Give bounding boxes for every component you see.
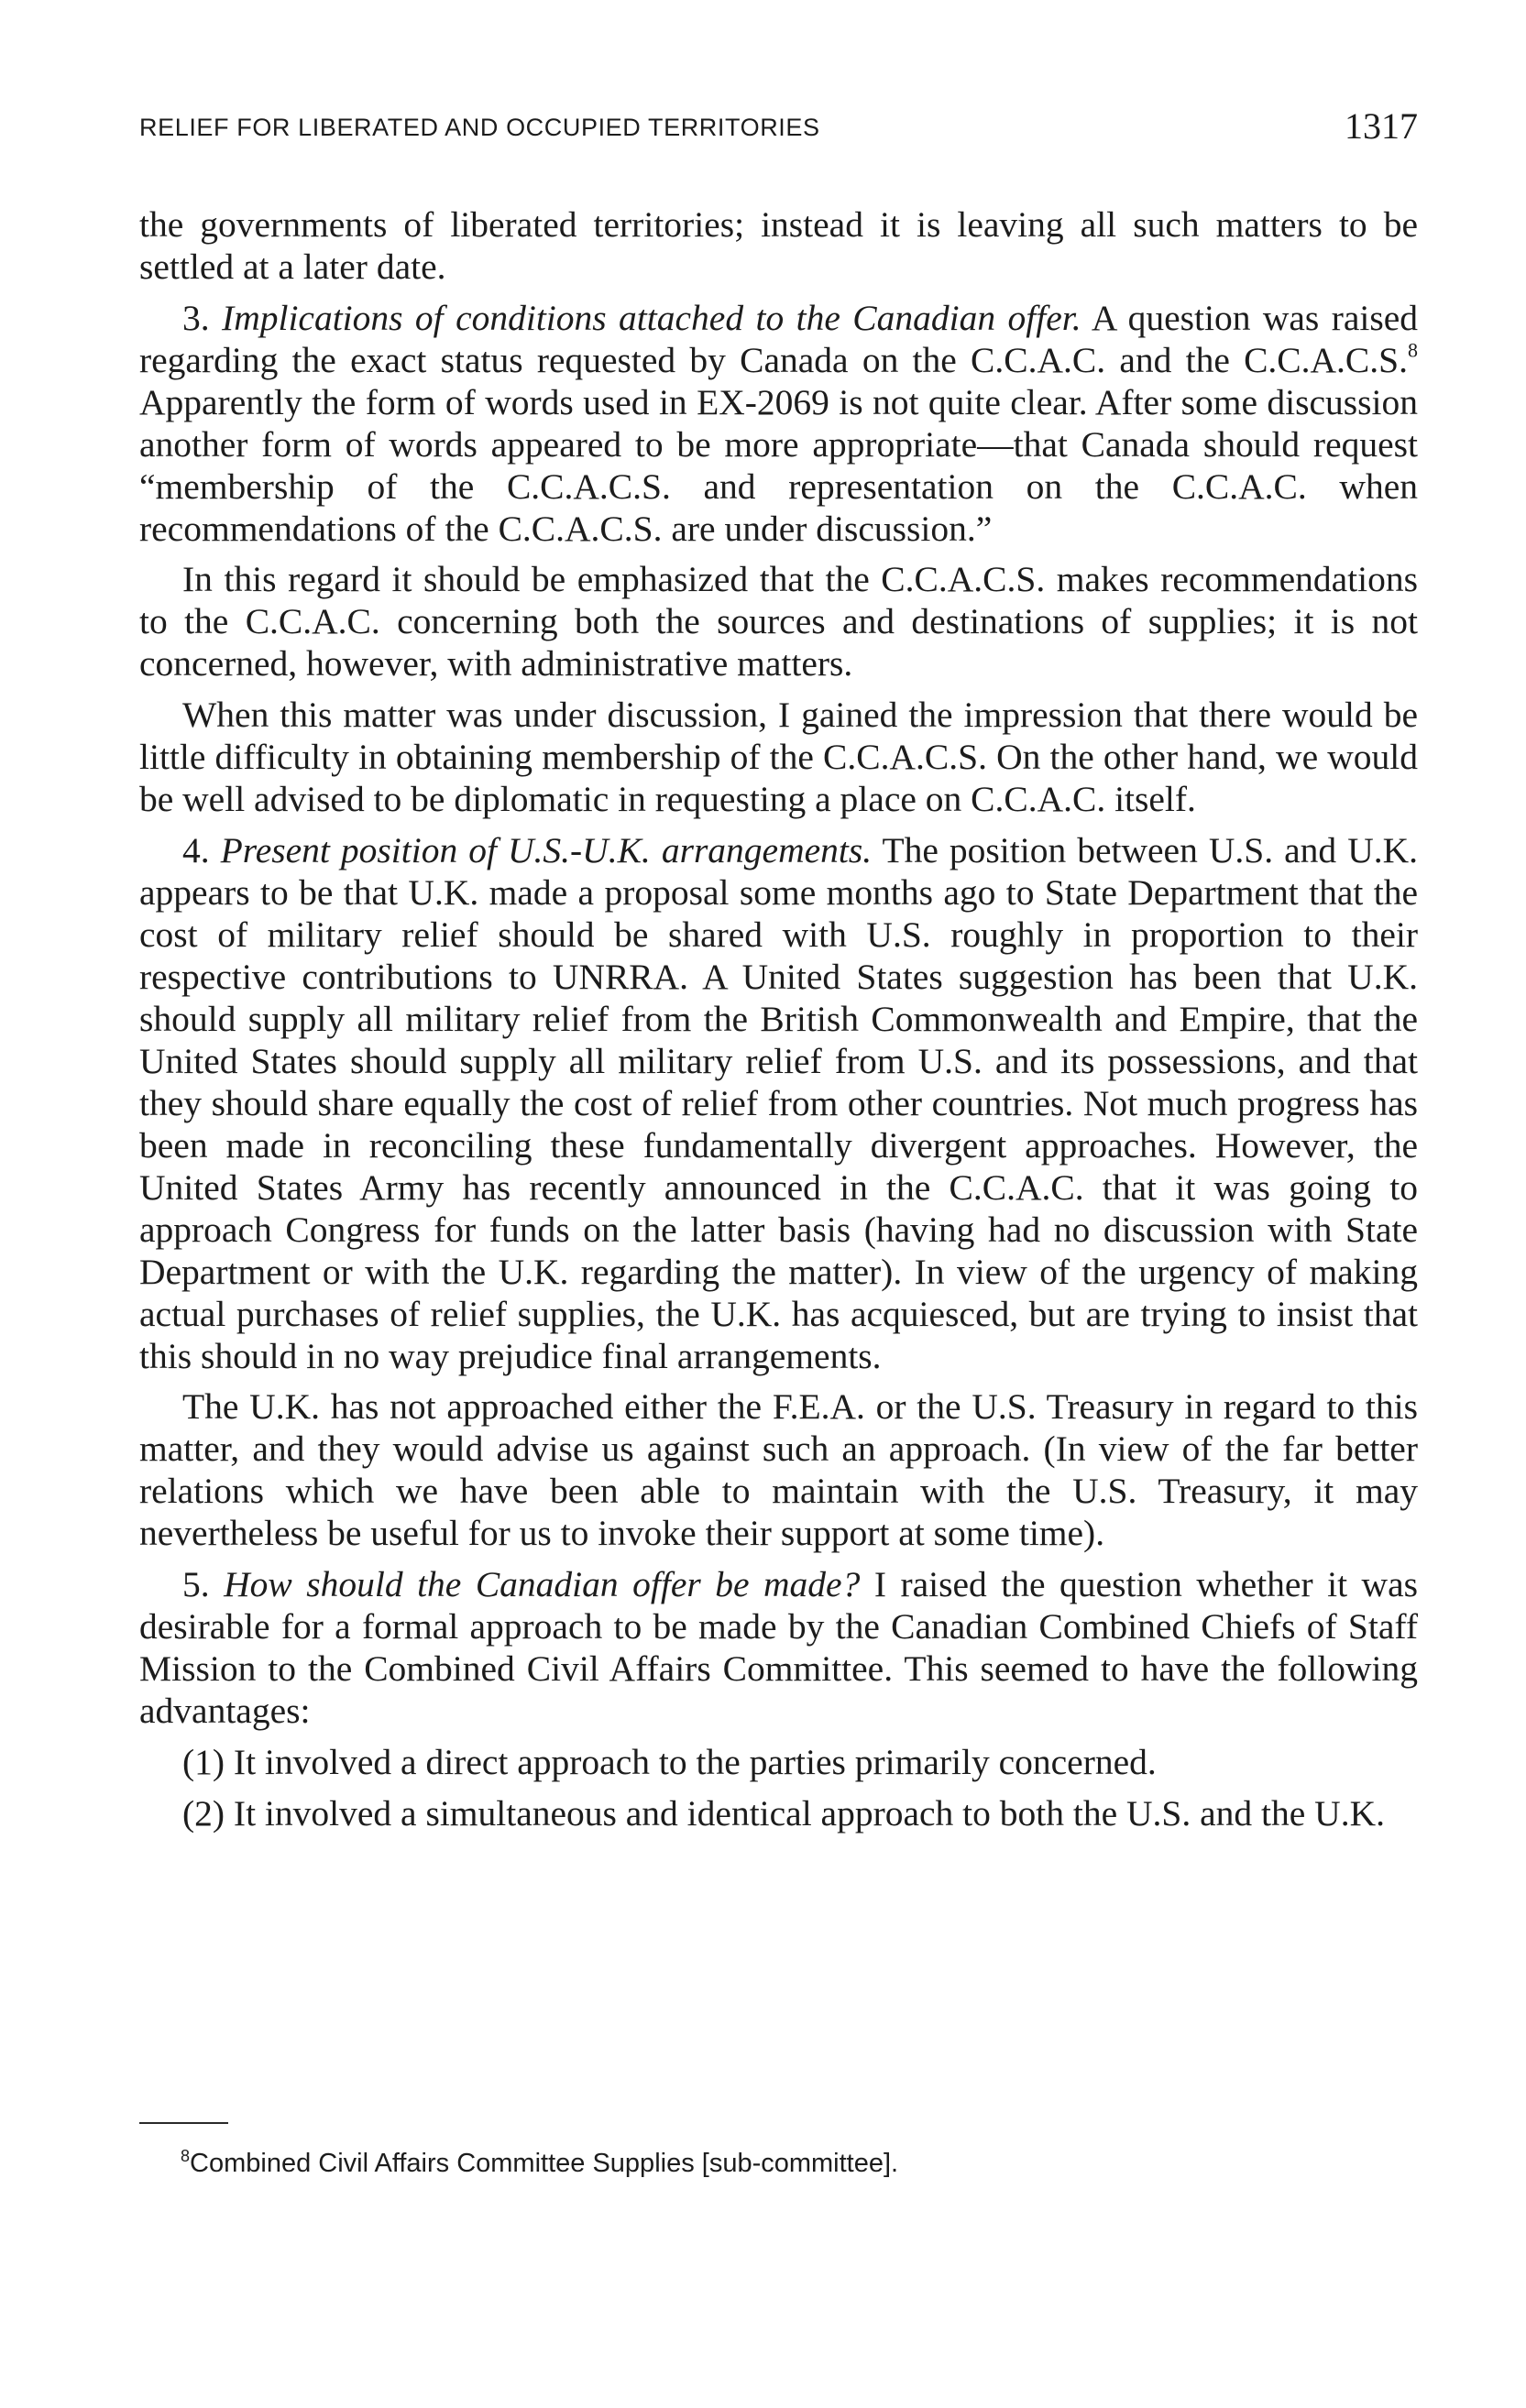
- section-number: 3.: [182, 297, 210, 338]
- section-number: 5.: [182, 1564, 210, 1605]
- footnote-reference: 8: [1408, 338, 1418, 362]
- advantage-item-1: (1) It involved a direct approach to the parties primarily concerned.: [182, 1741, 1157, 1782]
- paragraph-section-4: [139, 829, 1418, 1377]
- paragraph-text: The position between U.S. and U.K. appears to be that U.K. made a proposal some months ago to State Department that the cost of military relief should be shared with U.S. roughly in proportion to their respective contributions to UNRRA. A United States suggestion has been that U.K. should supply all military relief from the British Commonwealth and Empire, that the United States should supply all military relief from U.S. and its possessions, and that they should share equally the cost of relief from other countries. Not much progress has been made in reconciling these fundamentally divergent approaches. However, the United States Army has recently announced in the C.C.A.C. that it was going to approach Congress for funds on the latter basis (having had no discussion with State Department or with the U.K. regarding the matter). In view of the urgency of making actual purchases of relief supplies, the U.K. has acquiesced, but are trying to insist that this should in no way prejudice final arrangements.: [139, 829, 1418, 1376]
- footnote-divider: [139, 2122, 228, 2124]
- footnote-text: Combined Civil Affairs Committee Supplies [sub-committee].: [190, 2149, 899, 2178]
- paragraph-text: A question was raised regarding the exact status requested by Canada on the C.C.A.C. and the C.C.A.C.S.: [139, 297, 1419, 380]
- paragraph-text: I raised the question whether it was desirable for a formal approach to be made by the Canadian Combined Chiefs of Staff Mission to the Combined Civil Affairs Committee. This seemed to have the following advantages:: [139, 1564, 1418, 1732]
- section-heading: How should the Canadian offer be made?: [224, 1564, 861, 1605]
- footnote: [181, 2149, 898, 2179]
- page-number: 1317: [1345, 105, 1418, 147]
- running-head: [139, 103, 1418, 148]
- footnote-marker: 8: [181, 2147, 191, 2166]
- paragraph-continuation: the governments of liberated territories; instead it is leaving all such matters to be settled at a later date.: [139, 204, 1418, 287]
- paragraph-section-3: [139, 297, 1418, 550]
- section-number: 4.: [182, 829, 210, 870]
- paragraph-section-5: [139, 1563, 1418, 1732]
- paragraph-treasury: The U.K. has not approached either the F.E.A. or the U.S. Treasury in regard to this matter, and they would advise us against such an approach. (In view of the far better relations which we have been able to maintain with the U.S. Treasury, it may nevertheless be useful for us to invoke their support at some time).: [139, 1386, 1418, 1554]
- paragraph-text: Apparently the form of words used in EX-2069 is not quite clear. After some discussion another form of words appeared to be more appropriate—that Canada should request “membership of the C.C.A.C.S. and representation on the C.C.A.C. when recommendations of the C.C.A.C.S. are under discussion.”: [139, 381, 1418, 549]
- paragraph-ccacs-emphasis: In this regard it should be emphasized that the C.C.A.C.S. makes recommendations to the C.C.A.C. concerning both the sources and destinations of supplies; it is not concerned, however, with administrative matters.: [139, 559, 1418, 684]
- body-text: [139, 203, 1418, 1843]
- paragraph-membership-impression: When this matter was under discussion, I gained the impression that there would be little difficulty in obtaining membership of the C.C.A.C.S. On the other hand, we would be well advised to be diplomatic in requesting a place on C.C.A.C. itself.: [139, 695, 1418, 820]
- section-heading: Present position of U.S.-U.K. arrangements.: [220, 829, 873, 870]
- section-heading: Implications of conditions attached to the Canadian offer.: [222, 297, 1081, 338]
- advantage-item-2: (2) It involved a simultaneous and identical approach to both the U.S. and the U.K.: [182, 1792, 1385, 1833]
- running-title: RELIEF FOR LIBERATED AND OCCUPIED TERRITORIES: [139, 114, 820, 141]
